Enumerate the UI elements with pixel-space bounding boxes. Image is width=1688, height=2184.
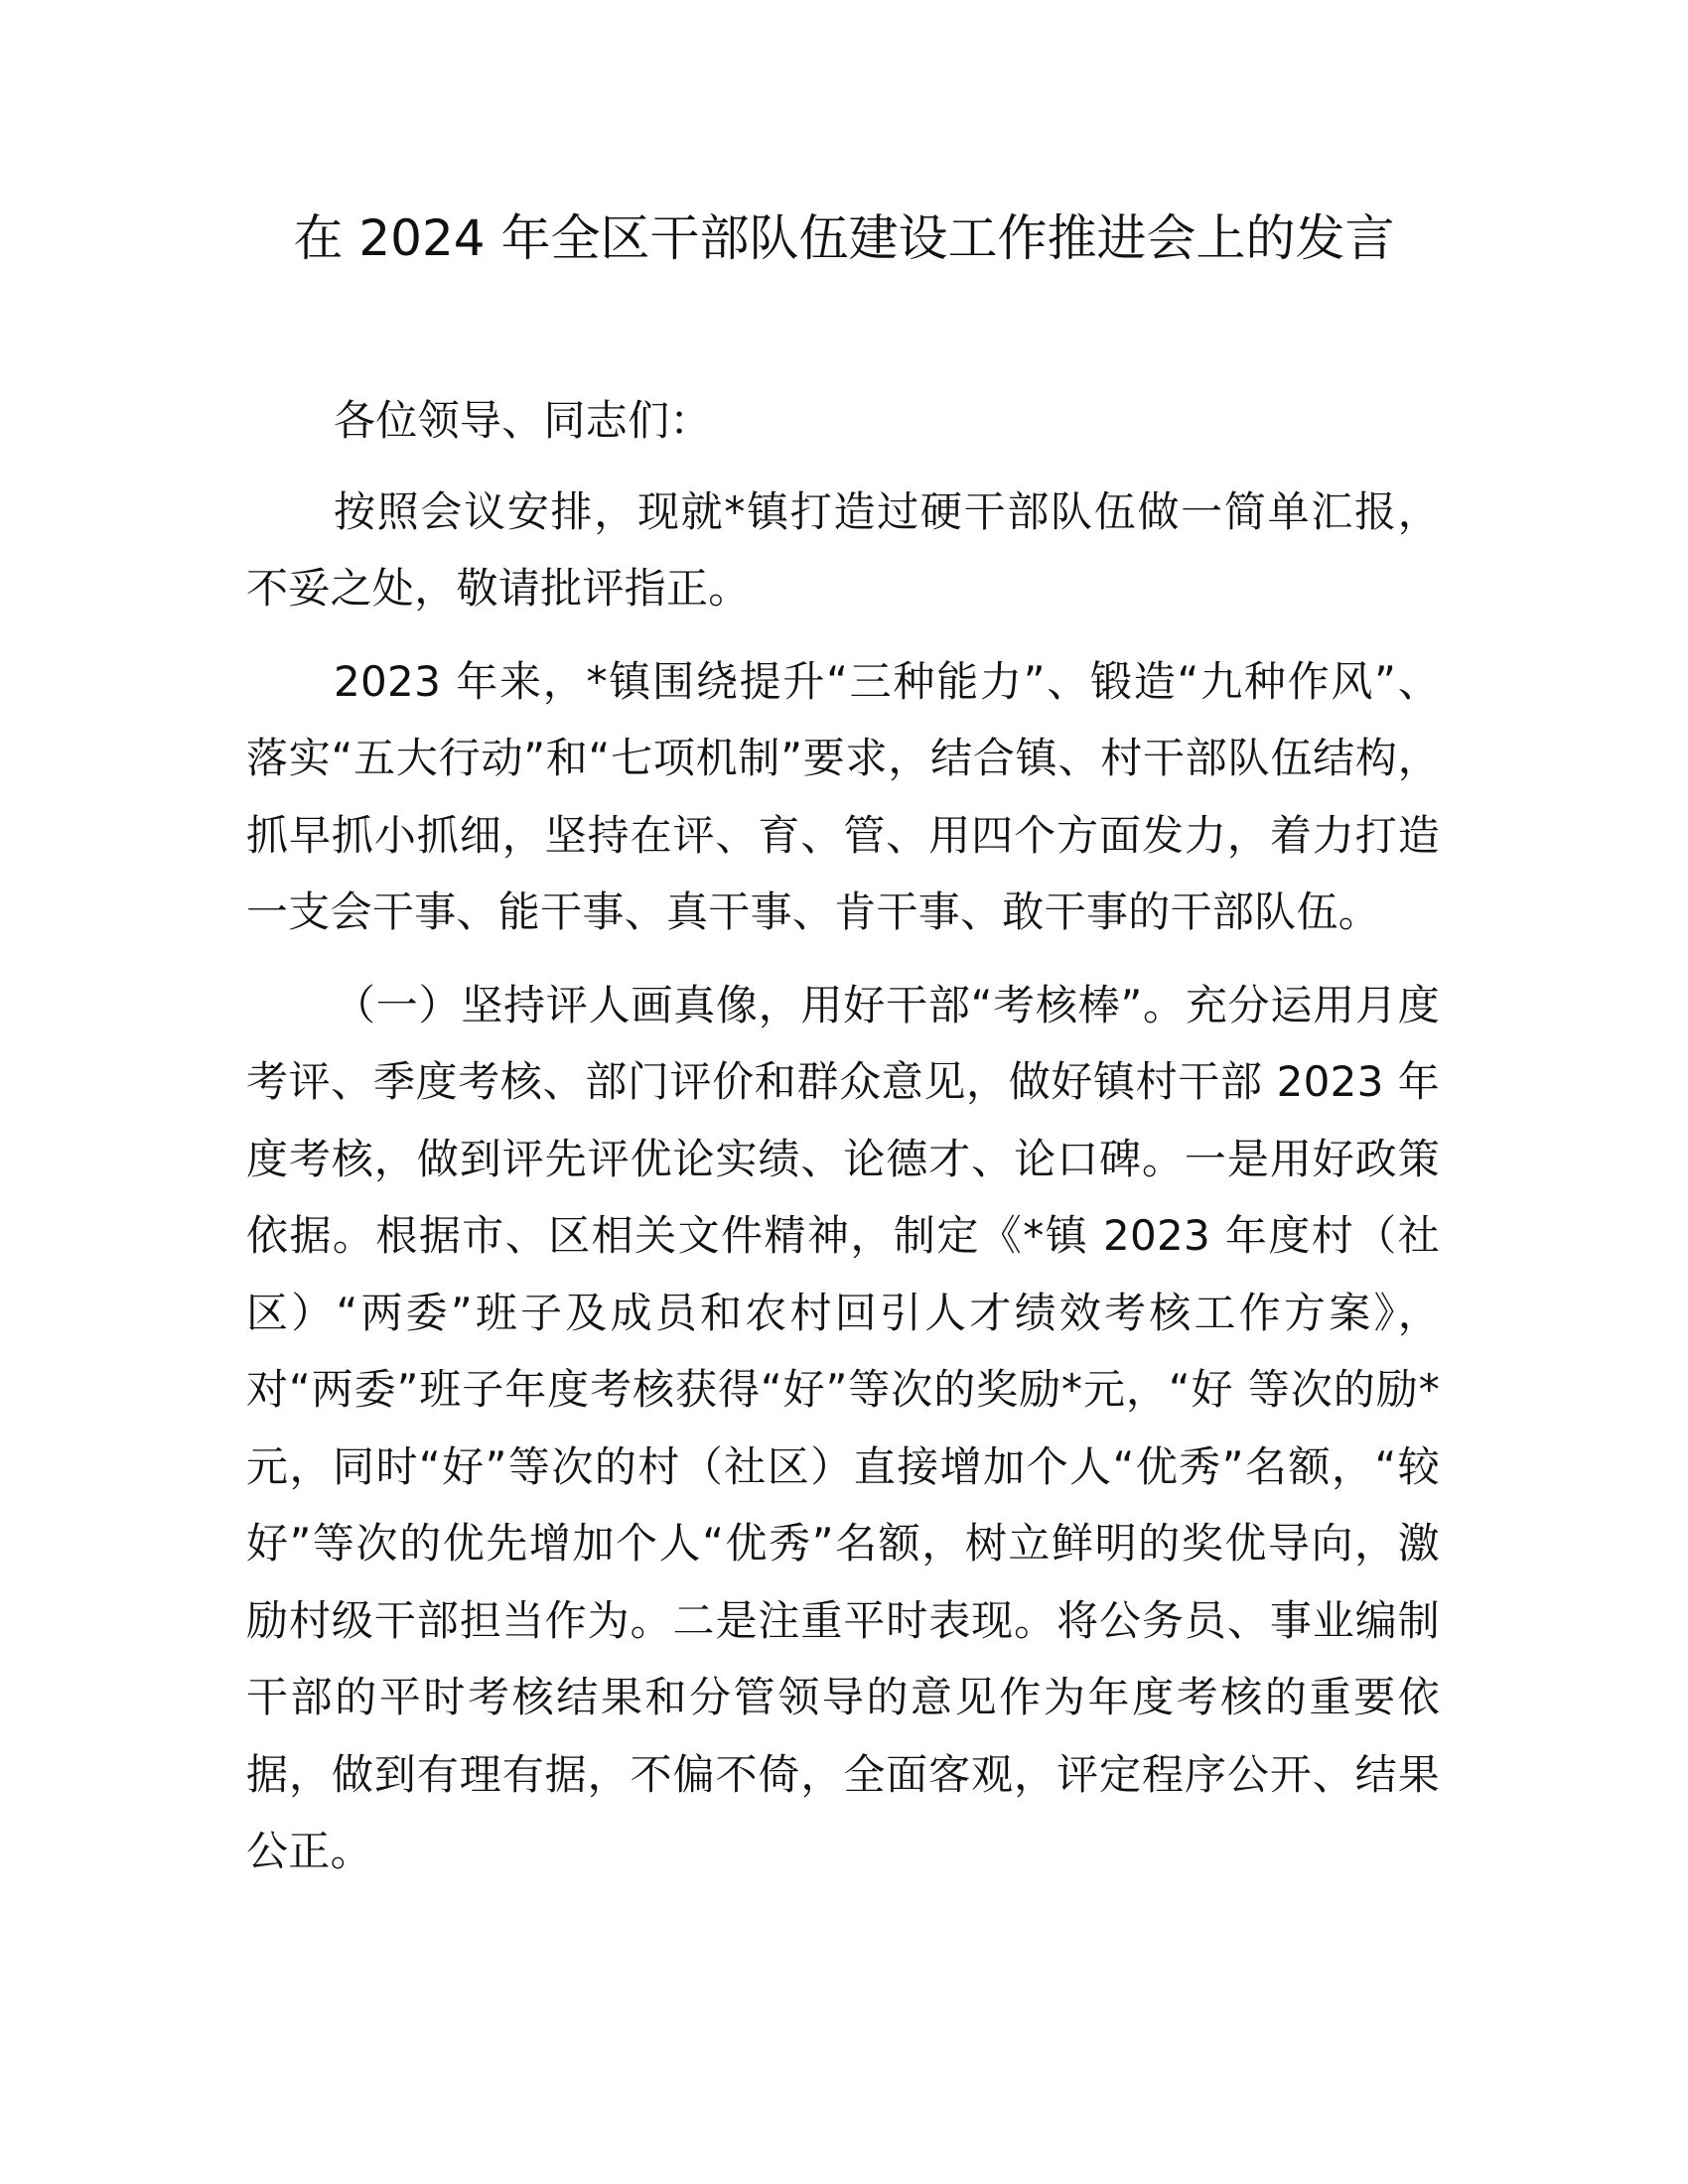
paragraph-intro: 按照会议安排，现就*镇打造过硬干部队伍做一简单汇报，不妥之处，敬请批评指正。	[246, 486, 1440, 613]
salutation: 各位领导、同志们：	[334, 396, 712, 445]
paragraph-section-one: （一）坚持评人画真像，用好干部“考核棒”。充分运用月度考评、季度考核、部门评价和群众意见，做好镇村干部 2023 年度考核，做到评先评优论实绩、论德才、论口碑。一是用好政策依据。根据市、区相关文件精神，制定《*镇 2023 年度村（社区）“两委”班子及成员和农村回引人才绩效考核工作方案》，对“两委”班子年度考核获得“好”等次的奖励*元，“好 等次的励*元，同时“好”等次的村（社区）直接增加个人“优秀”名额，“较好”等次的优先增加个人“优秀”名额，树立鲜明的奖优导向，激励村级干部担当作为。二是注重平时表现。将公务员、事业编制干部的平时考核结果和分管领导的意见作为年度考核的重要依据，做到有理有据，不偏不倚，全面客观，评定程序公开、结果公正。	[246, 980, 1440, 1875]
document-title: 在 2024 年全区干部队伍建设工作推进会上的发言	[293, 209, 1395, 267]
paragraph-overview: 2023 年来，*镇围绕提升“三种能力”、锻造“九种作风”、落实“五大行动”和“七项机制”要求，结合镇、村干部队伍结构，抓早抓小抓细，坚持在评、育、管、用四个方面发力，着力打造一支会干事、能干事、真干事、肯干事、敢干事的干部队伍。	[246, 656, 1440, 936]
document-body	[246, 382, 1440, 1906]
